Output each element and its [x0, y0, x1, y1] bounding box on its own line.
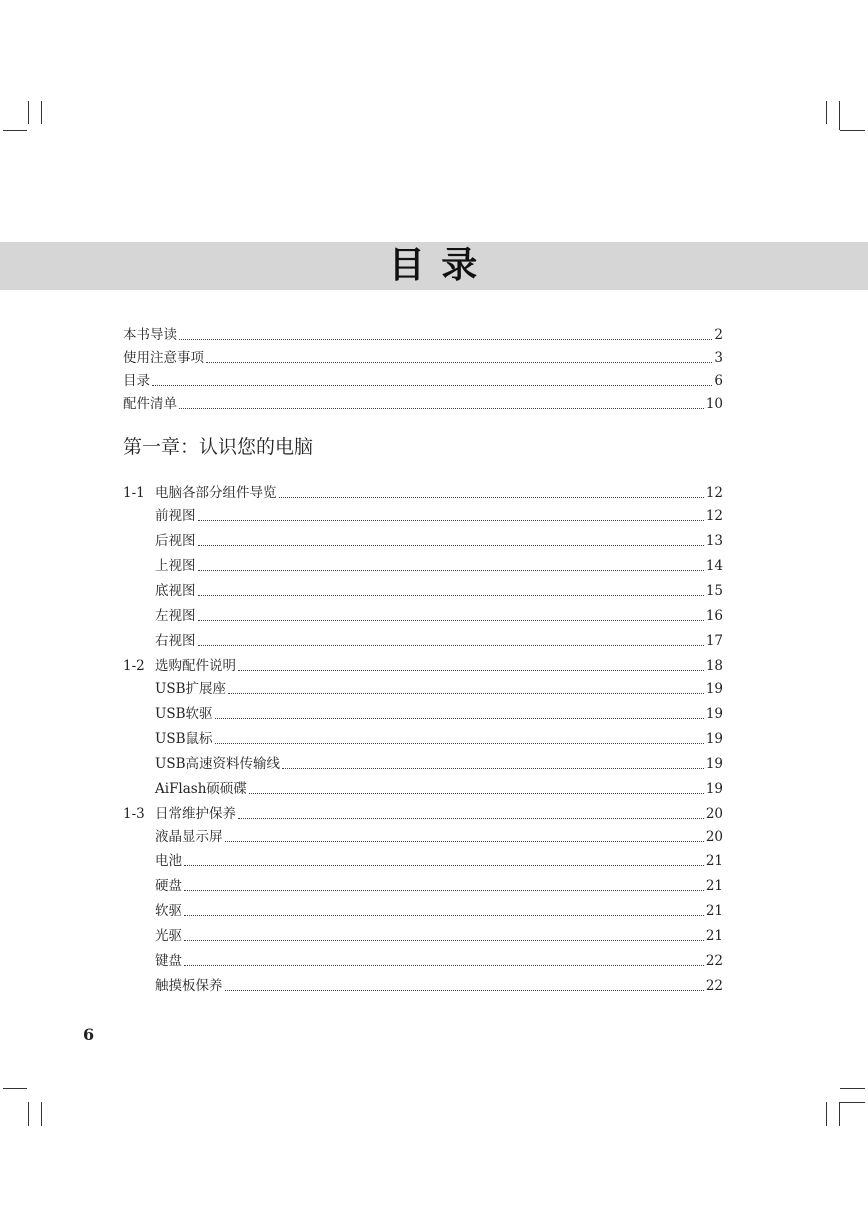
dot-leader — [184, 964, 704, 966]
toc-entry[interactable] — [123, 849, 723, 869]
toc-entry-page: 21 — [705, 928, 723, 944]
toc-entry-page: 17 — [705, 633, 723, 649]
toc-entry[interactable] — [123, 504, 723, 524]
toc-entry-page: 12 — [705, 485, 723, 501]
chapter-heading: 第一章：认识您的电脑 — [123, 436, 314, 458]
toc-entry-page: 6 — [714, 373, 723, 389]
dot-leader — [184, 914, 704, 916]
toc-entry[interactable] — [123, 825, 723, 845]
toc-entry[interactable] — [123, 529, 723, 549]
toc-entry[interactable] — [123, 629, 723, 649]
toc-entry-label: USB扩展座 — [155, 681, 227, 697]
toc-entry[interactable] — [123, 974, 723, 994]
toc-entry[interactable] — [123, 874, 723, 894]
toc-entry[interactable] — [123, 392, 723, 412]
dot-leader — [215, 717, 704, 719]
toc-entry-label: 目录 — [123, 373, 150, 389]
toc-entry-page: 19 — [705, 756, 723, 772]
toc-entry-page: 21 — [705, 903, 723, 919]
toc-entry-page: 22 — [705, 953, 723, 969]
toc-entry-label: 硬盘 — [155, 878, 182, 894]
toc-entry-label: 上视图 — [155, 558, 196, 574]
page-title: 目 录 — [388, 245, 480, 286]
dot-leader — [228, 692, 704, 694]
toc-entry[interactable] — [123, 579, 723, 599]
toc-entry-page: 3 — [714, 350, 723, 366]
toc-entry[interactable] — [123, 727, 723, 747]
toc-entry[interactable] — [123, 323, 723, 343]
toc-entry[interactable] — [123, 677, 723, 697]
dot-leader — [198, 569, 704, 571]
dot-leader — [198, 594, 704, 596]
toc-entry-page: 10 — [705, 396, 723, 412]
toc-entry-page: 20 — [705, 806, 723, 822]
toc-entry-label: 键盘 — [155, 953, 182, 969]
dot-leader — [225, 989, 704, 991]
dot-leader — [198, 644, 704, 646]
page-number: 6 — [83, 1025, 95, 1044]
toc-entry-label: 后视图 — [155, 533, 196, 549]
toc-entry-label: 本书导读 — [123, 327, 177, 343]
toc-entry-label: 配件清单 — [123, 396, 177, 412]
toc-entry[interactable] — [123, 899, 723, 919]
toc-entry-label: 底视图 — [155, 583, 196, 599]
toc-entry[interactable] — [123, 346, 723, 366]
toc-entry-page: 19 — [705, 781, 723, 797]
dot-leader — [249, 792, 704, 794]
toc-entry-label: 液晶显示屏 — [155, 829, 223, 845]
toc-entry[interactable] — [123, 752, 723, 772]
toc-entry-page: 19 — [705, 731, 723, 747]
dot-leader — [282, 767, 704, 769]
toc-entry-page: 19 — [705, 706, 723, 722]
toc-entry-label: 使用注意事项 — [123, 350, 204, 366]
toc-section-number: 1-1 — [123, 485, 145, 501]
toc-entry-page: 12 — [705, 508, 723, 524]
title-band — [0, 242, 868, 290]
toc-entry[interactable] — [123, 369, 723, 389]
toc-entry-page: 16 — [705, 608, 723, 624]
dot-leader — [152, 384, 712, 386]
toc-entry[interactable] — [123, 604, 723, 624]
toc-entry-label: 前视图 — [155, 508, 196, 524]
toc-chapter-entries — [123, 476, 723, 994]
toc-entry-page: 20 — [705, 829, 723, 845]
dot-leader — [184, 889, 704, 891]
toc-entry-page: 21 — [705, 878, 723, 894]
toc-entry-label: 光驱 — [155, 928, 182, 944]
dot-leader — [225, 840, 704, 842]
toc-entry-label: 电池 — [155, 853, 182, 869]
toc-entry-page: 19 — [705, 681, 723, 697]
dot-leader — [198, 544, 704, 546]
toc-entry-label: USB软驱 — [155, 706, 213, 722]
dot-leader — [184, 864, 704, 866]
dot-leader — [238, 669, 704, 671]
toc-entry-label: USB鼠标 — [155, 731, 213, 747]
toc-entry[interactable] — [123, 702, 723, 722]
toc-entry-label: 右视图 — [155, 633, 196, 649]
toc-entry[interactable] — [123, 481, 723, 501]
toc-entry-page: 22 — [705, 978, 723, 994]
toc-entry-page: 14 — [705, 558, 723, 574]
dot-leader — [238, 817, 704, 819]
toc-entry-label: 软驱 — [155, 903, 182, 919]
toc-front-matter — [123, 323, 723, 412]
dot-leader — [215, 742, 704, 744]
toc-entry[interactable] — [123, 777, 723, 797]
toc-entry-page: 21 — [705, 853, 723, 869]
toc-entry-label: USB高速资料传输线 — [155, 756, 281, 772]
dot-leader — [198, 619, 704, 621]
toc-entry-label: 日常维护保养 — [155, 806, 236, 822]
toc-section-number: 1-3 — [123, 806, 145, 822]
toc-entry[interactable] — [123, 554, 723, 574]
toc-entry-label: AiFlash硕硕碟 — [155, 781, 247, 797]
toc-entry-page: 2 — [714, 327, 723, 343]
toc-entry-label: 左视图 — [155, 608, 196, 624]
toc-entry[interactable] — [123, 802, 723, 822]
toc-entry-page: 18 — [705, 658, 723, 674]
toc-entry-label: 选购配件说明 — [155, 658, 236, 674]
dot-leader — [206, 361, 712, 363]
toc-entry[interactable] — [123, 949, 723, 969]
dot-leader — [279, 496, 704, 498]
dot-leader — [179, 338, 712, 340]
dot-leader — [179, 407, 704, 409]
toc-entry[interactable] — [123, 654, 723, 674]
toc-entry-page: 15 — [705, 583, 723, 599]
dot-leader — [184, 939, 704, 941]
toc-section-number: 1-2 — [123, 658, 145, 674]
toc-entry[interactable] — [123, 924, 723, 944]
toc-entry-label: 触摸板保养 — [155, 978, 223, 994]
toc-entry-label: 电脑各部分组件导览 — [155, 485, 277, 501]
dot-leader — [198, 519, 704, 521]
toc-entry-page: 13 — [705, 533, 723, 549]
